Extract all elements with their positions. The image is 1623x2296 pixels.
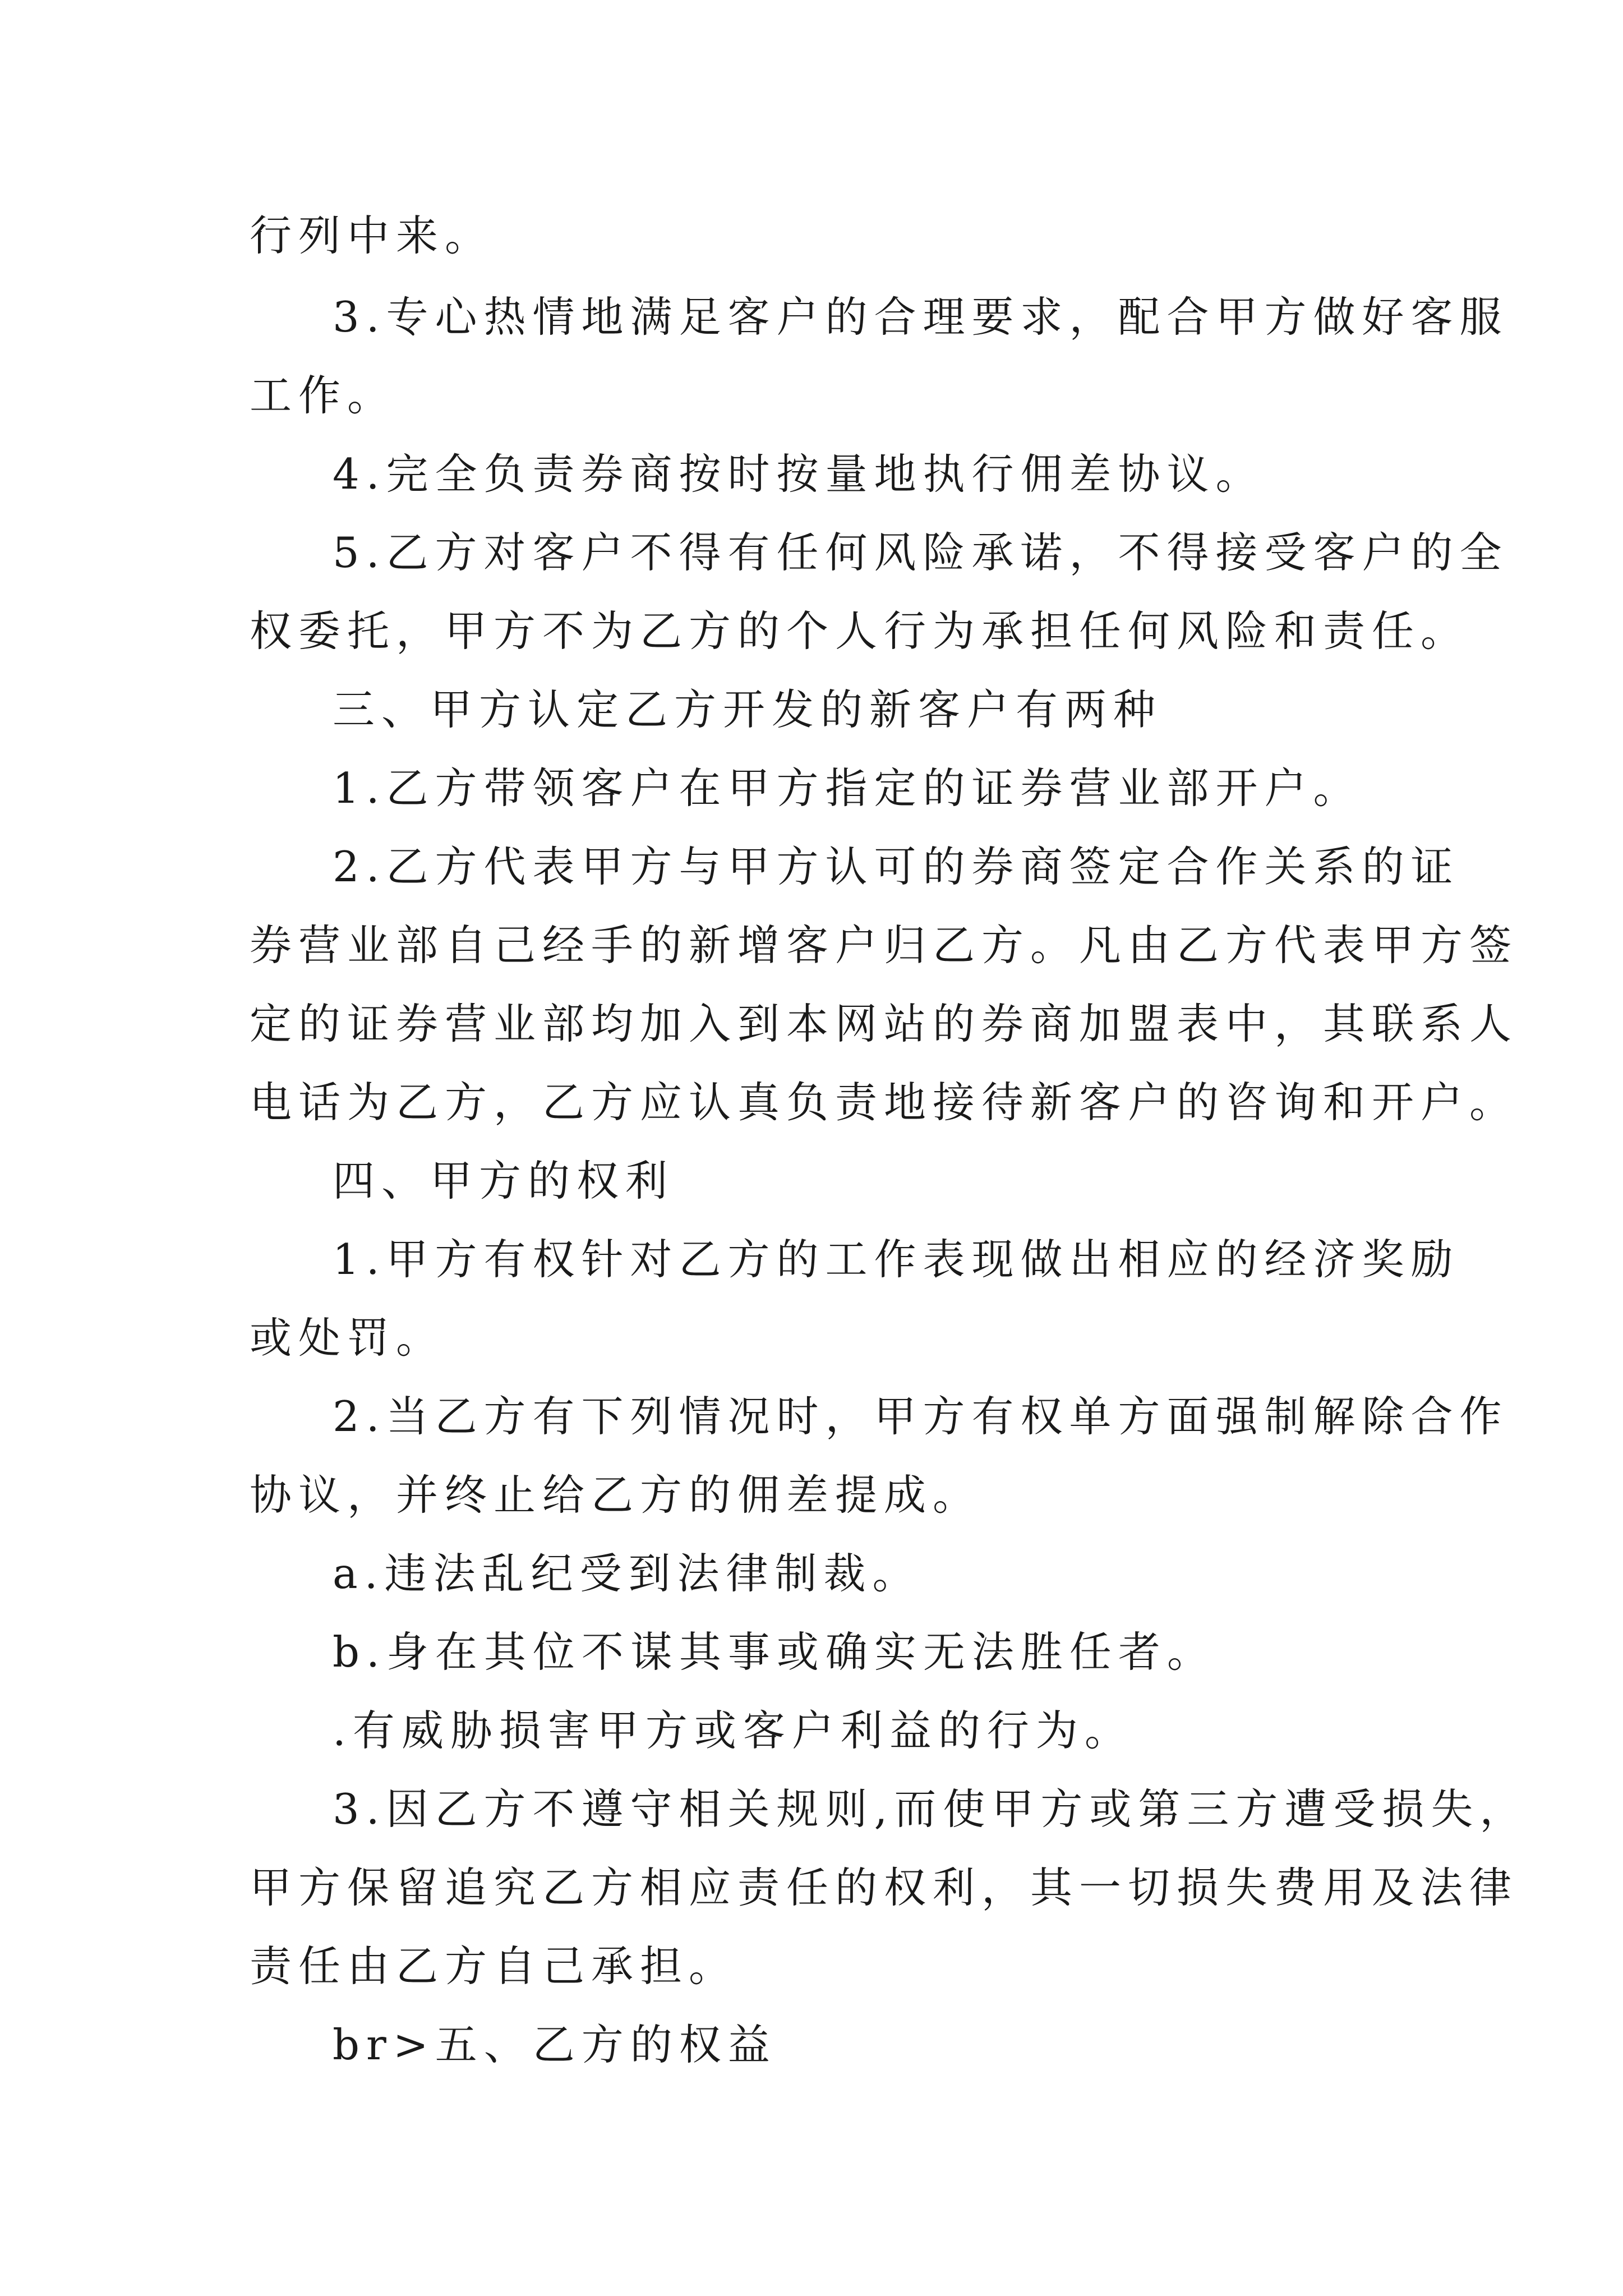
- section-heading: br>五、乙方的权益: [333, 2020, 777, 2069]
- text-line: 1.乙方带领客户在甲方指定的证券营业部开户。: [333, 763, 1362, 813]
- text-line: 2.当乙方有下列情况时，甲方有权单方面强制解除合作: [333, 1392, 1509, 1441]
- text-line: 4.完全负责券商按时按量地执行佣差协议。: [333, 449, 1265, 499]
- text-line: 权委托，甲方不为乙方的个人行为承担任何风险和责任。: [250, 606, 1470, 656]
- text-line: 电话为乙方，乙方应认真负责地接待新客户的咨询和开户。: [250, 1078, 1519, 1127]
- text-line: a.违法乱纪受到法律制裁。: [333, 1549, 921, 1598]
- text-line: 甲方保留追究乙方相应责任的权利，其一切损失费用及法律: [250, 1863, 1519, 1912]
- section-heading: 四、甲方的权利: [333, 1156, 675, 1205]
- text-line: 券营业部自己经手的新增客户归乙方。凡由乙方代表甲方签: [250, 921, 1519, 970]
- text-line: 5.乙方对客户不得有任何风险承诺，不得接受客户的全: [333, 528, 1509, 577]
- text-line: 协议，并终止给乙方的佣差提成。: [250, 1470, 982, 1520]
- section-heading: 三、甲方认定乙方开发的新客户有两种: [333, 685, 1163, 734]
- text-line: 2.乙方代表甲方与甲方认可的券商签定合作关系的证: [333, 842, 1460, 891]
- text-line: 责任由乙方自己承担。: [250, 1941, 738, 1991]
- text-line: 3.专心热情地满足客户的合理要求，配合甲方做好客服: [333, 292, 1509, 342]
- text-line: 3.因乙方不遵守相关规则,而使甲方或第三方遭受损失，: [333, 1784, 1529, 1834]
- text-line: 或处罚。: [250, 1313, 445, 1363]
- text-line: 1.甲方有权针对乙方的工作表现做出相应的经济奖励: [333, 1235, 1460, 1284]
- text-line: 行列中来。: [250, 211, 494, 260]
- text-line: b.身在其位不谋其事或确实无法胜任者。: [333, 1627, 1216, 1677]
- text-line: 工作。: [250, 371, 396, 420]
- text-line: 定的证券营业部均加入到本网站的券商加盟表中，其联系人: [250, 999, 1519, 1048]
- text-line: .有威胁损害甲方或客户利益的行为。: [333, 1706, 1133, 1755]
